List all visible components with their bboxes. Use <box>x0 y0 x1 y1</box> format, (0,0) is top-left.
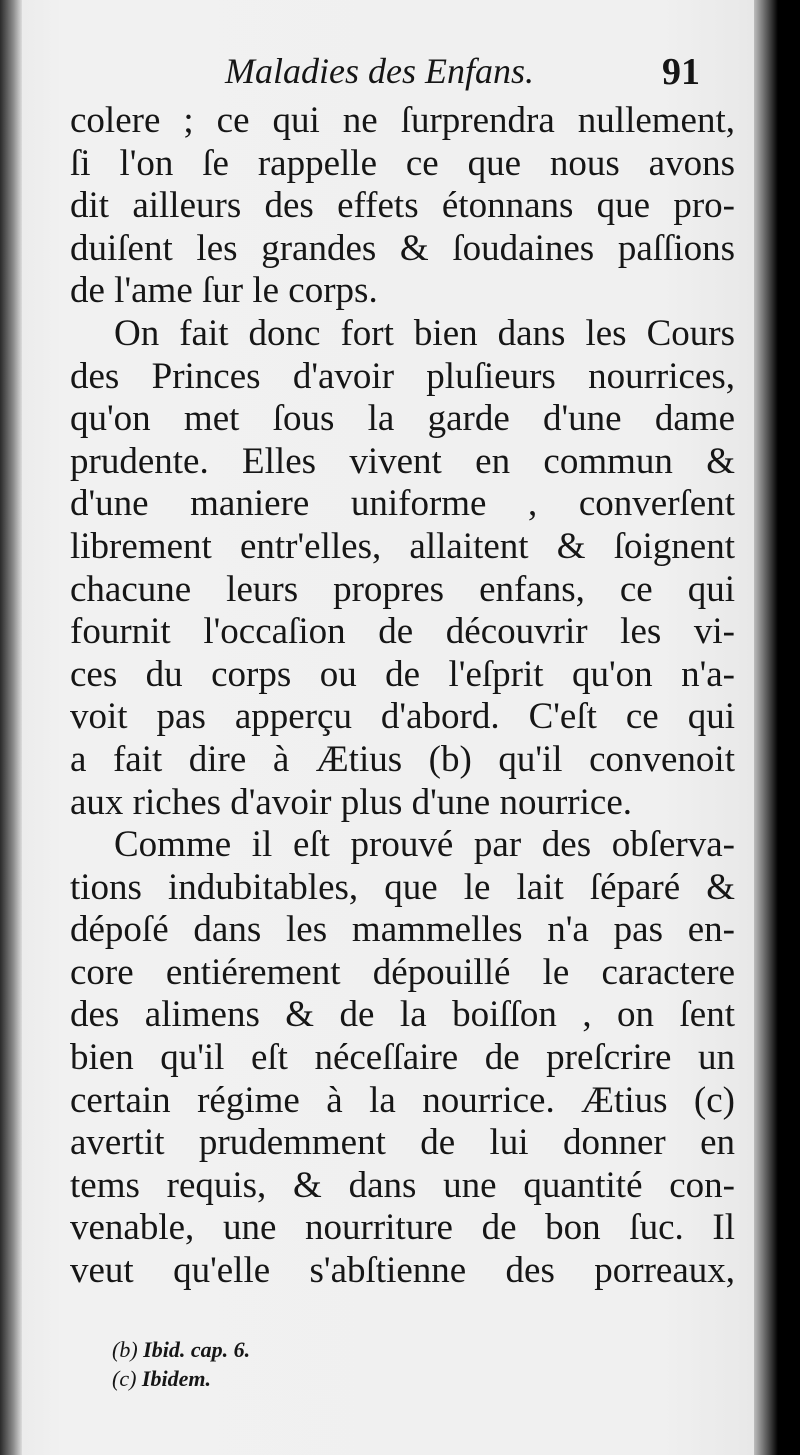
body-text <box>70 100 735 1293</box>
text-line: avertit prudemment de lui donner en <box>70 1122 735 1164</box>
running-head <box>0 50 800 100</box>
text-line: chacune leurs propres enfans, ce qui <box>70 568 735 610</box>
text-line: Comme il eſt prouvé par des obſerva- <box>114 824 735 866</box>
running-head-title: Maladies des Enfans. <box>225 51 534 91</box>
text-line: tions indubitables, que le lait ſéparé & <box>70 866 735 908</box>
text-line: voit pas apperçu d'abord. C'eſt ce qui <box>70 696 735 738</box>
text-line: d'une maniere uniforme , converſent <box>70 483 735 525</box>
page-edge-shadow <box>754 0 778 1455</box>
text-line: a fait dire à Ætius (b) qu'il convenoit <box>70 738 735 780</box>
footnote <box>112 1364 250 1393</box>
footnote <box>112 1335 250 1364</box>
text-line: On fait donc fort bien dans les Cours <box>114 312 735 354</box>
footnote-label: (c) <box>112 1366 137 1391</box>
text-line: dit ailleurs des effets étonnans que pro- <box>70 185 735 227</box>
text-line: duiſent les grandes & ſoudaines paſſions <box>70 227 735 269</box>
footnotes <box>112 1335 250 1393</box>
text-line: tems requis, & dans une quantité con- <box>70 1164 735 1206</box>
text-line: librement entr'elles, allaitent & ſoignent <box>70 525 735 567</box>
text-line: fournit l'occaſion de découvrir les vi- <box>70 611 735 653</box>
text-line: colere ; ce qui ne ſurprendra nullement, <box>70 100 735 141</box>
text-line: certain régime à la nourrice. Ætius (c) <box>70 1079 735 1121</box>
text-line: bien qu'il eſt néceſſaire de preſcrire un <box>70 1037 735 1079</box>
text-line: ſi l'on ſe rappelle ce que nous avons <box>70 142 735 184</box>
text-line: qu'on met ſous la garde d'une dame <box>70 398 735 440</box>
text-line: aux riches d'avoir plus d'une nourrice. <box>70 781 632 823</box>
text-line: de l'ame ſur le corps. <box>70 270 378 312</box>
text-line: core entiérement dépouillé le caractere <box>70 951 735 993</box>
page-number: 91 <box>662 51 700 93</box>
footnote-text: Ibid. cap. 6. <box>143 1337 251 1362</box>
text-line: venable, une nourriture de bon ſuc. Il <box>70 1207 735 1249</box>
text-line: prudente. Elles vivent en commun & <box>70 440 735 482</box>
footnote-label: (b) <box>112 1337 138 1362</box>
text-line: ces du corps ou de l'eſprit qu'on n'a- <box>70 653 735 695</box>
text-line: veut qu'elle s'abſtienne des porreaux, <box>70 1250 735 1292</box>
text-line: dépoſé dans les mammelles n'a pas en- <box>70 909 735 951</box>
footnote-text: Ibidem. <box>141 1366 211 1391</box>
text-line: des Princes d'avoir pluſieurs nourrices, <box>70 355 735 397</box>
text-line: des alimens & de la boiſſon , on ſent <box>70 994 735 1036</box>
page-gutter-shadow <box>0 0 22 1455</box>
